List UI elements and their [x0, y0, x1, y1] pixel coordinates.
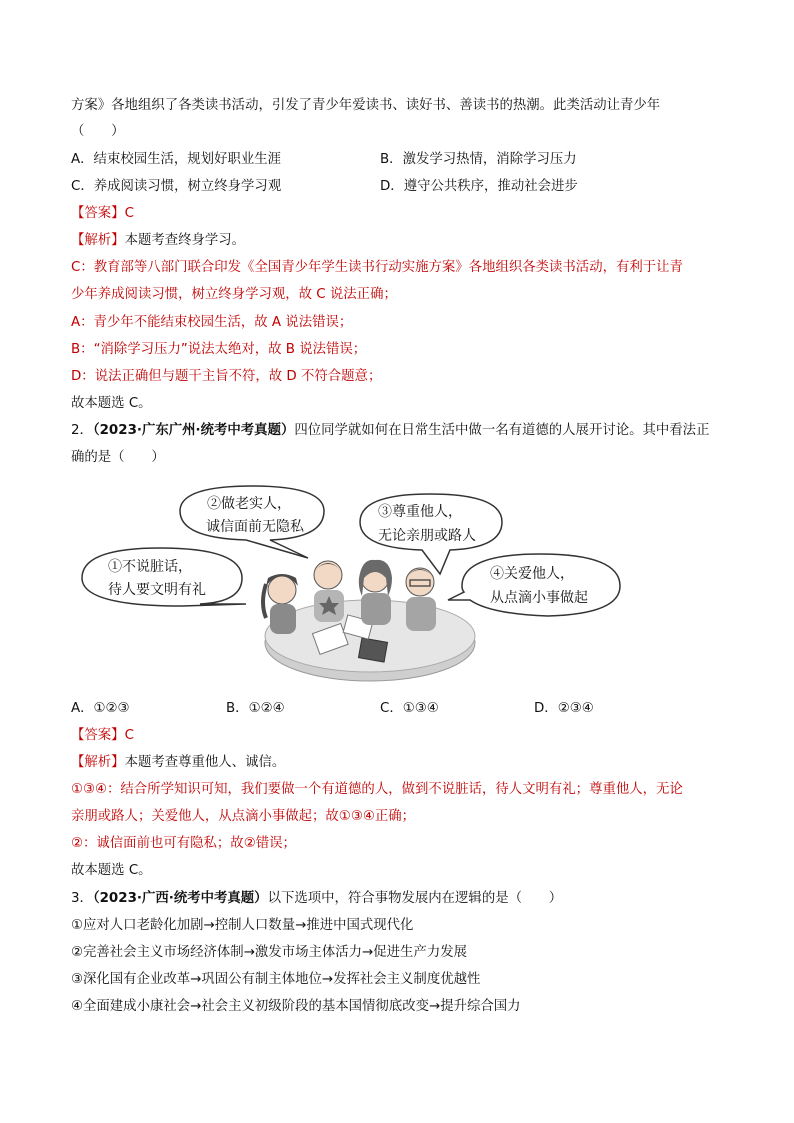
q1-conclusion: 故本题选 C。 [71, 396, 152, 411]
q2-option-d: D．②③④ [534, 701, 594, 716]
q3-item: ①应对人口老龄化加剧→控制人口数量→推进中国式现代化 [71, 918, 414, 933]
q2-analysis-line: ②：诚信面前也可有隐私；故②错误； [71, 836, 296, 851]
bubble-1-line1: ①不说脏话， [108, 559, 192, 575]
q3-item: ④全面建成小康社会→社会主义初级阶段的基本国情彻底改变→提升综合国力 [71, 999, 521, 1014]
q2-option-b: B．①②④ [226, 701, 285, 716]
bubble-4-line1: ④关爱他人， [490, 566, 574, 582]
q1-stem-line1: 方案》各地组织了各类读书活动，引发了青少年爱读书、读好书、善读书的热潮。此类活动让青少年 [71, 98, 661, 113]
q2-source: （2023·广东广州·统考中考真题） [92, 423, 295, 438]
q1-analysis-line: 少年养成阅读习惯，树立终身学习观，故 C 说法正确； [71, 287, 397, 302]
analysis-intro: 本题考查终身学习。 [124, 233, 246, 248]
q3-number: 3． [71, 891, 93, 906]
q1-stem-blank: （ ） [71, 124, 125, 139]
q2-stem-line1 [71, 421, 709, 441]
q1-analysis-line: B：“消除学习压力”说法太绝对，故 B 说法错误； [71, 342, 367, 357]
analysis-intro: 本题考查尊重他人、诚信。 [124, 755, 286, 770]
discussion-illustration [70, 478, 630, 688]
answer-value: C [124, 728, 134, 743]
q2-stem-text: 四位同学就如何在日常生活中做一名有道德的人展开讨论。其中看法正 [294, 423, 710, 438]
q2-option-c: C．①③④ [380, 701, 439, 716]
analysis-label: 【解析】 [71, 233, 125, 248]
q1-answer [71, 204, 134, 224]
q1-analysis-heading [71, 231, 245, 251]
q2-number: 2． [71, 423, 93, 438]
answer-value: C [124, 206, 134, 221]
analysis-label: 【解析】 [71, 755, 125, 770]
answer-label: 【答案】 [71, 728, 125, 743]
bubble-1-line2: 待人要文明有礼 [108, 582, 206, 598]
q1-analysis-line: D：说法正确但与题干主旨不符，故 D 不符合题意； [71, 369, 382, 384]
q3-stem-text: 以下选项中，符合事物发展内在逻辑的是（ ） [267, 891, 563, 906]
speech-bubble-4 [448, 554, 620, 616]
q3-item: ③深化国有企业改革→巩固公有制主体地位→发挥社会主义制度优越性 [71, 972, 481, 987]
q3-source: （2023·广西·统考中考真题） [92, 891, 268, 906]
student-2 [314, 561, 344, 622]
answer-label: 【答案】 [71, 206, 125, 221]
speech-bubble-2 [180, 486, 324, 558]
q1-option-a: A．结束校园生活，规划好职业生涯 [71, 152, 282, 167]
q2-analysis-line: ①③④：结合所学知识可知，我们要做一个有道德的人，做到不说脏话，待人文明有礼；尊重他人，无论 [71, 782, 683, 797]
q3-stem [71, 889, 562, 909]
bubble-2-line1: ②做老实人， [207, 496, 291, 512]
q1-option-d: D．遵守公共秩序，推动社会进步 [380, 179, 578, 194]
q1-option-b: B．激发学习热情，消除学习压力 [380, 152, 577, 167]
q2-analysis-heading [71, 753, 285, 773]
q3-item: ②完善社会主义市场经济体制→激发市场主体活力→促进生产力发展 [71, 945, 467, 960]
student-1 [263, 574, 298, 634]
q2-answer [71, 726, 134, 746]
q1-analysis-line: A：青少年不能结束校园生活，故 A 说法错误； [71, 315, 353, 330]
notebook [358, 638, 387, 662]
bubble-3-line1: ③尊重他人， [378, 504, 462, 520]
q2-option-a: A．①②③ [71, 701, 130, 716]
speech-bubble-1 [82, 548, 246, 606]
bubble-4-line2: 从点滴小事做起 [490, 590, 588, 606]
bubble-2-line2: 诚信面前无隐私 [206, 519, 304, 535]
bubble-3-line2: 无论亲朋或路人 [378, 528, 476, 544]
q1-option-c: C．养成阅读习惯，树立终身学习观 [71, 179, 282, 194]
q2-stem-line2: 确的是（ ） [71, 450, 165, 465]
student-3 [359, 560, 392, 625]
student-4 [406, 568, 436, 631]
q2-conclusion: 故本题选 C。 [71, 863, 152, 878]
q1-analysis-line: C：教育部等八部门联合印发《全国青少年学生读书行动实施方案》各地组织各类读书活动，有利于让青 [71, 260, 683, 275]
q2-analysis-line: 亲朋或路人；关爱他人，从点滴小事做起；故①③④正确； [71, 809, 415, 824]
